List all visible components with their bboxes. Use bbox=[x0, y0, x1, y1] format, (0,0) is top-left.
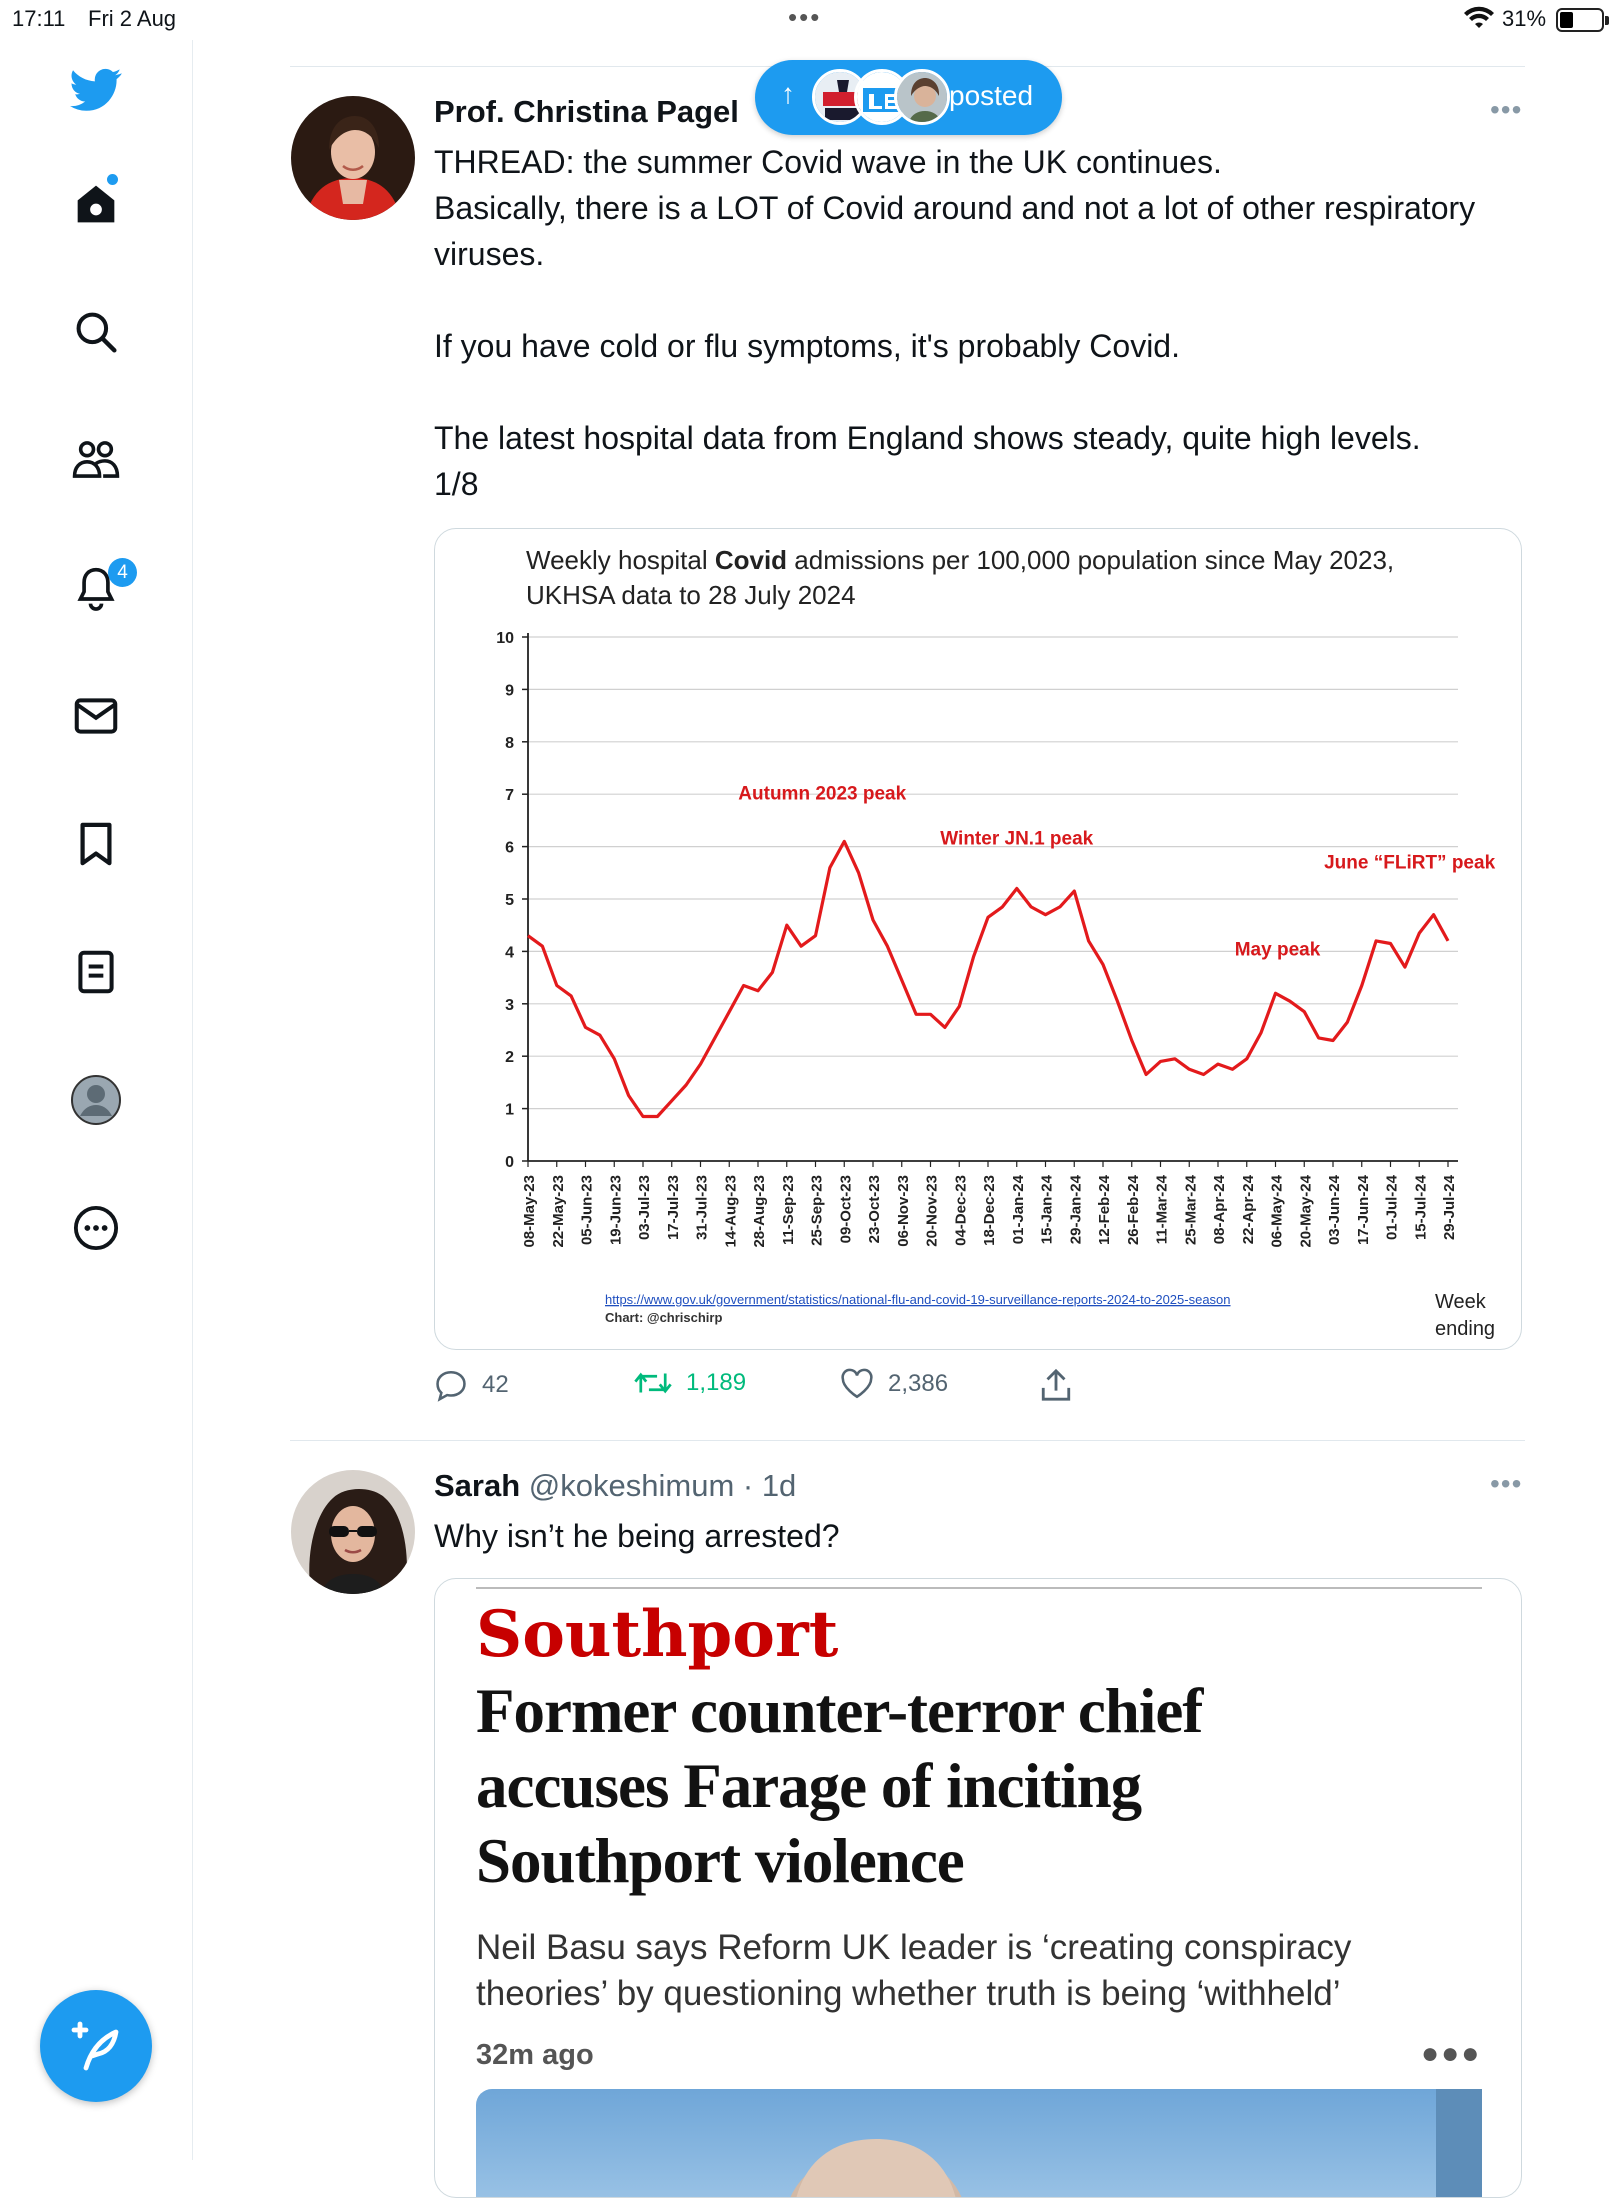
chart-x-tick-label: 03-Jun-24 bbox=[1326, 1175, 1343, 1246]
chart-x-tick-label: 17-Jun-24 bbox=[1354, 1175, 1372, 1246]
chart-x-tick-label: 04-Dec-23 bbox=[952, 1175, 970, 1246]
chart-x-tick-label: 18-Dec-23 bbox=[981, 1175, 998, 1246]
chart-credit: Chart: @chrischirp bbox=[605, 1310, 723, 1325]
chart-y-tick-label: 9 bbox=[505, 682, 514, 700]
chart-x-tick-label: 11-Mar-24 bbox=[1153, 1175, 1171, 1245]
chart-x-tick-label: 08-Apr-24 bbox=[1211, 1175, 1228, 1245]
reply-count: 42 bbox=[482, 1371, 509, 1398]
status-date: Fri 2 Aug bbox=[88, 6, 177, 31]
retweet-icon bbox=[634, 1368, 672, 1398]
poster-avatar-3 bbox=[894, 69, 950, 125]
chart-x-tick-label: 25-Sep-23 bbox=[808, 1175, 826, 1246]
tweet-more-options-icon[interactable]: ••• bbox=[1490, 94, 1523, 125]
lists-icon[interactable] bbox=[70, 946, 122, 998]
chart-x-tick-label: 29-Jan-24 bbox=[1067, 1175, 1085, 1245]
author-name[interactable]: Prof. Christina Pagel bbox=[434, 94, 739, 129]
retweet-count: 1,189 bbox=[686, 1369, 747, 1396]
chart-y-tick-label: 10 bbox=[496, 630, 514, 647]
author-avatar[interactable] bbox=[291, 96, 415, 220]
compose-feather-icon bbox=[68, 2018, 124, 2074]
status-time: 17:11 bbox=[12, 6, 66, 31]
heart-icon bbox=[840, 1368, 874, 1400]
chart-x-tick-label: 01-Jan-24 bbox=[1009, 1175, 1027, 1245]
chart-x-tick-label: 19-Jun-23 bbox=[607, 1175, 625, 1246]
author-handle[interactable]: @kokeshimum bbox=[528, 1468, 735, 1503]
chart-x-tick-label: 03-Jul-23 bbox=[636, 1175, 653, 1241]
chart-y-tick-label: 6 bbox=[505, 839, 514, 857]
chart-x-tick-label: 22-May-23 bbox=[549, 1175, 567, 1248]
chart-y-tick-label: 5 bbox=[505, 892, 514, 909]
chart-x-tick-label: 06-May-24 bbox=[1268, 1175, 1286, 1248]
tweet-more-options-icon[interactable]: ••• bbox=[1490, 1468, 1523, 1499]
chart-title-bold: Covid bbox=[714, 545, 788, 575]
more-options-circle-icon[interactable] bbox=[70, 1202, 122, 1254]
search-icon[interactable] bbox=[70, 306, 122, 358]
chart-y-tick-label: 4 bbox=[505, 944, 514, 962]
arrow-up-icon: ↑ bbox=[781, 78, 795, 109]
share-icon bbox=[1040, 1368, 1072, 1402]
news-time: 32m ago bbox=[476, 2039, 594, 2071]
news-top-rule bbox=[476, 1587, 1482, 1589]
retweet-button[interactable] bbox=[634, 1368, 746, 1398]
posted-label: posted bbox=[949, 80, 1034, 111]
chart-x-tick-label: 25-Mar-24 bbox=[1182, 1175, 1200, 1246]
share-button[interactable] bbox=[1040, 1368, 1072, 1402]
author-name-line bbox=[434, 1468, 796, 1504]
news-section-label: Southport bbox=[476, 1597, 839, 1672]
profile-avatar-icon[interactable] bbox=[70, 1074, 122, 1126]
like-button[interactable] bbox=[840, 1368, 948, 1400]
multitasking-dots-icon[interactable]: ••• bbox=[788, 2, 822, 32]
chart-x-tick-label: 12-Feb-24 bbox=[1096, 1175, 1113, 1246]
battery-icon bbox=[1556, 8, 1604, 32]
author-avatar[interactable] bbox=[291, 1470, 415, 1594]
chart-y-tick-label: 8 bbox=[505, 734, 514, 752]
author-name[interactable]: Sarah bbox=[434, 1468, 521, 1503]
chart-xlabel-line2: ending bbox=[1435, 1318, 1496, 1340]
notification-count-badge: 4 bbox=[108, 558, 137, 587]
news-standfirst: Neil Basu says Reform UK leader is ‘creating conspiracy theories’ by questioning whether truth is being ‘withheld’ bbox=[476, 1928, 1352, 2013]
chart-x-tick-label: 29-Jul-24 bbox=[1441, 1175, 1458, 1241]
chart-x-tick-label: 28-Aug-23 bbox=[751, 1175, 768, 1248]
chart-x-tick-label: 20-May-24 bbox=[1297, 1175, 1315, 1248]
wifi-icon bbox=[1463, 4, 1495, 36]
chart-x-tick-label: 31-Jul-23 bbox=[693, 1175, 711, 1241]
chart-y-tick-label: 0 bbox=[505, 1154, 514, 1171]
chart-annotation: May peak bbox=[1234, 939, 1321, 961]
news-headline: Former counter-terror chief accuses Farage of inciting Southport violence bbox=[476, 1676, 1203, 1896]
communities-icon[interactable] bbox=[70, 434, 122, 486]
chart-x-tick-label: 23-Oct-23 bbox=[866, 1175, 883, 1244]
tweet-chart-image[interactable] bbox=[434, 528, 1522, 1350]
chart-x-tick-label: 06-Nov-23 bbox=[894, 1175, 912, 1247]
tweet-text: THREAD: the summer Covid wave in the UK continues. Basically, there is a LOT of Covid around and not a lot of other respiratory viruses. If you have cold or flu symptoms, it's probably Covid. The latest hospital data from England shows steady, quite high levels. 1/8 bbox=[434, 144, 1476, 502]
chart-y-tick-label: 1 bbox=[505, 1101, 514, 1119]
twitter-logo-icon[interactable] bbox=[70, 64, 122, 116]
chart-x-tick-label: 11-Sep-23 bbox=[779, 1175, 797, 1246]
home-icon[interactable] bbox=[70, 178, 122, 230]
compose-tweet-button[interactable] bbox=[40, 1990, 152, 2102]
chart-subtitle: UKHSA data to 28 July 2024 bbox=[526, 580, 856, 610]
chart-y-tick-label: 2 bbox=[505, 1049, 514, 1067]
chart-x-tick-label: 08-May-23 bbox=[521, 1175, 538, 1248]
chart-source-link[interactable]: https://www.gov.uk/government/statistics/national-flu-and-covid-19-surveillance-reports-2024-to-2025-season bbox=[605, 1292, 1231, 1307]
chart-x-tick-label: 14-Aug-23 bbox=[722, 1175, 740, 1248]
tweet-text: Why isn’t he being arrested? bbox=[434, 1518, 840, 1554]
chart-x-tick-label: 05-Jun-23 bbox=[578, 1175, 596, 1246]
chart-x-tick-label: 17-Jul-23 bbox=[664, 1175, 682, 1241]
chart-x-tick-label: 26-Feb-24 bbox=[1124, 1175, 1142, 1246]
news-more-icon: ●●● bbox=[1421, 2037, 1482, 2070]
chart-title-post: admissions per 100,000 population since May 2023, bbox=[787, 545, 1395, 575]
tweet-divider bbox=[290, 1440, 1525, 1441]
chart-x-tick-label: 20-Nov-23 bbox=[923, 1175, 941, 1247]
reply-button[interactable] bbox=[434, 1368, 509, 1402]
like-count: 2,386 bbox=[888, 1370, 949, 1397]
chart-x-tick-label: 15-Jan-24 bbox=[1038, 1175, 1056, 1245]
messages-envelope-icon[interactable] bbox=[70, 690, 122, 742]
chart-y-tick-label: 7 bbox=[505, 787, 514, 805]
chart-annotation: June “FLiRT” peak bbox=[1324, 852, 1496, 874]
reply-icon bbox=[434, 1368, 468, 1402]
chart-x-tick-label: 22-Apr-24 bbox=[1239, 1175, 1257, 1245]
home-unread-dot bbox=[107, 174, 118, 185]
tweet-actions-bar bbox=[434, 1368, 1524, 1408]
chart-annotation: Winter JN.1 peak bbox=[940, 828, 1094, 850]
chart-y-tick-label: 3 bbox=[505, 996, 514, 1014]
bookmarks-icon[interactable] bbox=[70, 818, 122, 870]
battery-percent: 31% bbox=[1502, 6, 1547, 31]
covid-admissions-line-chart bbox=[435, 529, 1522, 1350]
new-posts-pill[interactable] bbox=[755, 60, 1062, 135]
chart-annotation: Autumn 2023 peak bbox=[738, 783, 907, 805]
chart-xlabel-line1: Week bbox=[1435, 1291, 1486, 1313]
news-photo bbox=[476, 2089, 1482, 2198]
chart-title-pre: Weekly hospital bbox=[526, 545, 715, 575]
status-bar bbox=[0, 0, 1620, 40]
tweet-timestamp[interactable]: · 1d bbox=[734, 1468, 797, 1503]
chart-x-tick-label: 15-Jul-24 bbox=[1412, 1175, 1430, 1241]
chart-x-tick-label: 01-Jul-24 bbox=[1383, 1175, 1401, 1241]
tweet-news-image[interactable] bbox=[434, 1578, 1522, 2198]
chart-x-tick-label: 09-Oct-23 bbox=[837, 1175, 855, 1244]
chart-series-line bbox=[528, 841, 1448, 1116]
